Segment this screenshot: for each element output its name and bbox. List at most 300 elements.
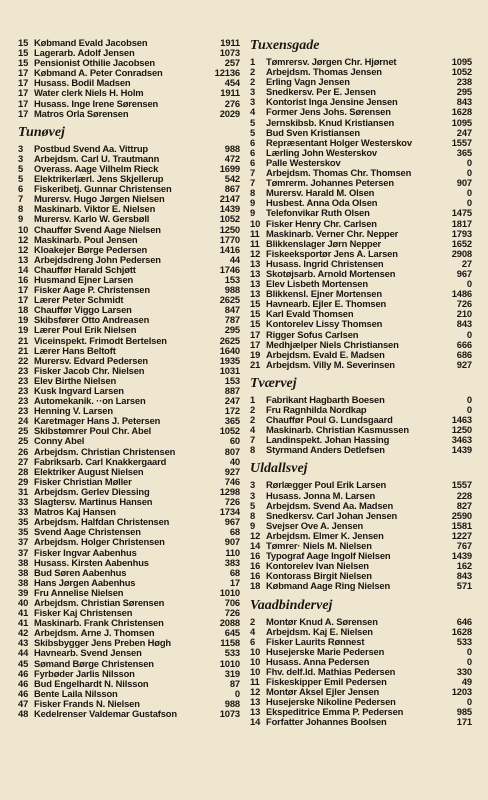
resident-row [18,588,240,598]
tax-value: 827 [456,500,472,511]
resident-name: Overass. Aage Vilhelm Rieck [34,163,159,174]
resident-row [250,138,472,148]
resident-name: Bud Sven Kristiansen [266,127,360,138]
resident-row [18,88,240,98]
house-number: 10 [250,656,261,667]
resident-name: Kloakejer Børge Pedersen [34,244,148,255]
resident-name: Styrmand Anders Detlefsen [266,445,385,456]
resident-row [18,598,240,608]
resident-row [250,415,472,425]
resident-row [18,669,240,679]
tax-value: 1640 [219,345,240,356]
house-number: 38 [18,557,29,568]
house-number: 14 [250,541,261,552]
resident-row [18,99,240,109]
resident-row [18,638,240,648]
tax-value: 1073 [219,709,240,719]
house-number: 24 [18,416,29,427]
tax-value: 1031 [219,365,240,376]
tax-value: 1935 [219,355,240,366]
resident-row [250,360,472,370]
resident-row [250,239,472,249]
resident-row [18,548,240,558]
tax-value: 0 [466,198,472,209]
house-number: 38 [18,577,29,588]
resident-name: Lagerarb. Adolf Jensen [34,48,135,59]
resident-row [18,396,240,406]
house-number: 47 [18,698,29,709]
tax-value: 0 [466,697,472,708]
resident-name: Fisker Laurits Rønnest [266,636,365,647]
resident-name: Husbest. Anna Oda Olsen [266,198,378,209]
tax-value: 454 [224,78,240,89]
house-number: 3 [250,490,256,501]
resident-name: Svend Aage Christensen [34,527,141,538]
resident-name: Tømrerm. Johannes Petersen [266,178,394,189]
resident-row [250,57,472,67]
house-number: 7 [250,168,256,179]
resident-row [18,295,240,305]
house-number: 29 [18,476,29,487]
house-number: 2 [250,616,256,627]
house-number: 3 [250,97,256,108]
tax-value: 1227 [451,530,472,541]
tax-value: 726 [224,497,240,508]
tax-value: 843 [456,571,472,582]
house-number: 23 [18,386,29,396]
house-number: 6 [250,137,256,148]
house-number: 44 [18,648,29,659]
resident-row [18,164,240,174]
tax-value: 988 [224,143,240,154]
resident-name: Murersv. Hugo Jørgen Nielsen [34,194,165,205]
tax-value: 365 [456,147,472,158]
tax-value: 1581 [451,520,472,531]
house-number: 46 [18,688,29,699]
tax-value: 1734 [219,507,240,518]
tax-value: 1010 [219,658,240,669]
resident-name: Forfatter Johannes Boolsen [266,717,387,728]
resident-name: Postbud Svend Aa. Vittrup [34,143,148,154]
resident-name: Lærer Peter Schmidt [34,295,124,306]
resident-name: Pensionist Othilie Jacobsen [34,58,155,69]
resident-name: Arbejdsm. Arne J. Thomsen [34,628,155,639]
resident-row [250,717,472,727]
left-column [18,38,240,719]
tax-value: 787 [224,315,240,326]
resident-name: Fhv. delf.ld. Mathias Pedersen [266,666,396,677]
tax-value: 1439 [451,551,472,562]
house-number: 8 [250,188,256,199]
tax-value: 2625 [219,335,240,346]
tax-value: 907 [456,178,472,189]
resident-row [250,637,472,647]
resident-name: Elektriker August Nielsen [34,466,144,477]
resident-row [250,491,472,501]
resident-name: Kontorelev Lissy Thomsen [266,319,383,330]
house-number: 12 [250,248,261,259]
resident-row [250,425,472,435]
resident-row [250,657,472,667]
resident-row [250,435,472,445]
resident-name: Chauffør Svend Aage Nielsen [34,224,161,235]
tax-value: 1416 [219,244,240,255]
house-number: 43 [18,638,29,649]
resident-row [250,249,472,259]
house-number: 6 [18,184,24,195]
resident-name: Arbejdsm. Villy M. Severinsen [266,359,395,370]
house-number: 13 [250,697,261,708]
resident-name: Palle Westerskov [266,157,341,168]
tax-value: 1052 [219,214,240,225]
tax-value: 967 [224,517,240,528]
resident-row [250,319,472,329]
resident-row [18,275,240,285]
resident-name: Tømrersv. Jørgen Chr. Hjørnet [266,57,397,67]
tax-value: 2029 [219,108,240,119]
house-number: 11 [250,238,260,249]
tax-value: 967 [456,268,472,279]
house-number: 15 [250,309,261,320]
resident-row [18,214,240,224]
resident-name: Lærer Hans Beltoft [34,345,116,356]
resident-row [18,436,240,446]
tax-value: 726 [224,608,240,619]
tax-value: 666 [456,339,472,350]
resident-name: Husass. Bodil Madsen [34,78,131,89]
resident-row [18,406,240,416]
resident-name: Fisker Jacob Chr. Nielsen [34,365,145,376]
tax-value: 1628 [451,107,472,118]
house-number: 21 [250,359,261,370]
resident-name: Elev Birthe Nielsen [34,375,117,386]
house-number: 27 [18,456,29,467]
house-number: 23 [18,375,29,386]
tax-value: 0 [466,168,472,179]
house-number: 3 [18,153,24,164]
house-number: 13 [18,254,29,265]
tax-value: 1203 [451,687,472,698]
resident-row [250,581,472,591]
resident-row [250,511,472,521]
resident-row [250,188,472,198]
house-number: 11 [250,677,260,688]
tax-value: 706 [224,597,240,608]
resident-row [18,366,240,376]
resident-row [18,477,240,487]
resident-row [250,128,472,138]
resident-name: Murersv. Harald M. Olsen [266,188,375,199]
tax-value: 1095 [451,117,472,128]
resident-row [18,608,240,618]
house-number: 33 [18,507,29,518]
resident-name: Karetmager Hans J. Petersen [34,416,161,427]
resident-row [18,648,240,658]
house-number: 13 [250,289,261,300]
house-number: 13 [250,707,261,718]
resident-name: Rørlægger Poul Erik Larsen [266,480,387,491]
resident-row [250,707,472,717]
right-column [250,38,472,728]
resident-row [18,325,240,335]
tax-value: 257 [224,58,240,69]
resident-row [250,501,472,511]
street-heading: Tunøvej [18,124,65,140]
resident-name: Husass. Inge Irene Sørensen [34,98,159,109]
tax-value: 533 [456,636,472,647]
tax-value: 1557 [451,480,472,491]
tax-value: 645 [224,628,240,639]
resident-row [250,561,472,571]
resident-row [250,551,472,561]
house-number: 25 [18,426,29,437]
house-number: 2 [250,415,256,426]
house-number: 4 [250,425,256,436]
tax-value: 571 [456,581,472,592]
tax-value: 767 [456,541,472,552]
resident-name: Husmand Ejner Larsen [34,274,134,285]
resident-name: Svejser Ove A. Jensen [266,520,364,531]
resident-row [18,174,240,184]
tax-value: 1052 [451,67,472,78]
house-number: 10 [250,666,261,677]
resident-name: Fisker Henry Chr. Carlsen [266,218,377,229]
tax-value: 867 [224,184,240,195]
house-number: 23 [18,396,29,407]
resident-row [250,299,472,309]
house-number: 2 [250,405,256,415]
resident-name: Fisker Aage P. Christensen [34,285,150,296]
resident-row [18,659,240,669]
house-number: 17 [18,285,29,296]
resident-row [250,697,472,707]
house-number: 2 [250,67,256,78]
house-number: 17 [18,98,29,109]
resident-name: Husass. Kirsten Aabenhus [34,557,149,568]
resident-name: Matros Kaj Hansen [34,507,116,518]
house-number: 17 [18,108,29,119]
resident-name: Blikkenslager Jørn Nepper [266,238,382,249]
resident-name: Fabrikant Hagbarth Boesen [266,394,385,405]
resident-name: Arbejdsm. Elmer K. Jensen [266,530,384,541]
tax-value: 985 [456,707,472,718]
resident-row [250,309,472,319]
tax-value: 1250 [451,425,472,436]
resident-row [250,395,472,405]
resident-name: Kontorelev Ivan Nielsen [266,561,369,572]
tax-value: 907 [224,537,240,548]
tax-value: 44 [229,254,240,265]
resident-name: Arbejdsm. Holger Christensen [34,537,165,548]
street-heading: Tværvej [250,375,297,391]
house-number: 10 [250,646,261,657]
resident-row [18,689,240,699]
resident-name: Karl Evald Thomsen [266,309,354,320]
resident-name: Husejerske Nikoline Pedersen [266,697,396,708]
tax-value: 110 [225,547,240,558]
house-number: 10 [18,224,29,235]
tax-value: 383 [224,557,240,568]
resident-name: Maskinarb. Verner Chr. Nepper [266,228,399,239]
house-number: 37 [18,547,29,558]
tax-value: 1817 [451,218,472,229]
tax-value: 0 [466,329,472,340]
house-number: 11 [250,228,260,239]
resident-name: Rigger Sofus Carlsen [266,329,359,340]
resident-name: Bud Engelhardt N. Nilsson [34,678,149,689]
resident-name: Skibsfører Otto Andreasen [34,315,150,326]
resident-name: Matros Orla Sørensen [34,108,129,119]
tax-value: 238 [456,77,472,88]
tax-value: 1557 [451,137,472,148]
resident-name: Skibsbygger Jens Preben Høgh [34,638,171,649]
tax-value: 746 [224,476,240,487]
tax-value: 210 [456,309,472,320]
resident-row [250,531,472,541]
house-number: 13 [250,268,261,279]
resident-row [250,687,472,697]
house-number: 35 [18,517,29,528]
resident-name: Fisker Christian Møller [34,476,132,487]
resident-name: Henning V. Larsen [34,406,113,417]
tax-value: 0 [234,688,240,699]
house-number: 1 [250,394,256,405]
house-number: 14 [250,717,261,728]
house-number: 12 [18,234,29,245]
resident-row [18,467,240,477]
house-number: 8 [250,445,256,456]
tax-value: 686 [456,349,472,360]
resident-row [18,255,240,265]
house-number: 9 [18,214,24,225]
house-number: 5 [250,500,256,511]
house-number: 28 [18,466,29,477]
resident-name: Chauffør Harald Schjøtt [34,264,136,275]
house-number: 17 [18,295,29,306]
tax-value: 0 [466,279,472,290]
resident-name: Chauffør Viggo Larsen [34,305,132,316]
resident-name: Automekanik. ··on Larsen [34,396,146,407]
resident-row [250,87,472,97]
resident-name: Købmand Evald Jacobsen [34,38,148,48]
resident-row [250,405,472,415]
tax-value: 472 [224,153,240,164]
resident-name: Fru Annelise Nielsen [34,587,124,598]
resident-row [18,225,240,235]
resident-name: Montør Aksel Ejler Jensen [266,687,380,698]
resident-row [18,699,240,709]
tax-value: 1250 [219,224,240,235]
house-number: 5 [18,163,24,174]
resident-name: Maskinarb. Poul Jensen [34,234,138,245]
resident-row [250,178,472,188]
house-number: 17 [18,88,29,99]
resident-row [18,416,240,426]
tax-value: 887 [224,386,240,396]
resident-name: Elektrikerlærl. Jens Skjellerup [34,174,164,185]
resident-row [250,229,472,239]
resident-name: Water clerk Niels H. Holm [34,88,144,99]
resident-name: Lærling John Westerskov [266,147,377,158]
resident-row [250,269,472,279]
resident-row [18,235,240,245]
tax-value: 87 [229,678,240,689]
house-number: 15 [18,48,29,59]
resident-name: Havnearb. Svend Jensen [34,648,142,659]
resident-row [18,376,240,386]
house-number: 42 [18,628,29,639]
resident-name: Ekspeditrice Emma P. Pedersen [266,707,404,718]
tax-value: 0 [466,394,472,405]
resident-name: Arbejdsdreng John Pedersen [34,254,161,265]
resident-row [250,647,472,657]
house-number: 19 [250,349,261,360]
resident-name: Skotøjsarb. Arnold Mortensen [266,268,396,279]
tax-value: 2625 [219,295,240,306]
house-number: 6 [250,157,256,168]
house-number: 18 [250,581,261,592]
resident-name: Arbejdsm. Christian Sørensen [34,597,165,608]
resident-row [18,68,240,78]
house-number: 13 [250,279,261,290]
resident-name: Snedkersv. Per E. Jensen [266,87,376,98]
tax-value: 153 [224,375,240,386]
tax-value: 295 [224,325,240,336]
resident-row [18,48,240,58]
house-number: 17 [250,329,261,340]
resident-name: Kedelrenser Valdemar Gustafson [34,709,177,719]
resident-row [18,184,240,194]
resident-name: Fiskeskipper Emil Pedersen [266,677,387,688]
tax-value: 1073 [219,48,240,59]
house-number: 45 [18,658,29,669]
tax-value: 646 [456,616,472,627]
tax-value: 1095 [451,57,472,67]
resident-row [18,457,240,467]
resident-row [18,265,240,275]
resident-name: Viceinspekt. Frimodt Bertelsen [34,335,167,346]
resident-name: Arbejdsm. Thomas Chr. Thomsen [266,168,412,179]
street-heading: Vaadbindervej [250,597,333,613]
house-number: 37 [18,537,29,548]
resident-name: Landinspekt. Johan Hassing [266,435,390,446]
resident-row [250,198,472,208]
resident-row [18,578,240,588]
resident-name: Husass. Jonna M. Larsen [266,490,376,501]
tax-value: 1699 [219,163,240,174]
tax-value: 0 [466,157,472,168]
tax-value: 17 [229,577,240,588]
resident-row [18,679,240,689]
tax-value: 1158 [220,638,240,649]
resident-row [250,350,472,360]
house-number: 7 [250,435,256,446]
house-number: 25 [18,436,29,447]
tax-value: 2590 [451,510,472,521]
resident-name: Lærer Poul Erik Nielsen [34,325,137,336]
resident-name: Telefonvikar Ruth Olsen [266,208,370,219]
tax-value: 1628 [451,626,472,637]
house-number: 16 [250,561,261,572]
tax-value: 2147 [219,194,240,205]
resident-name: Hans Jørgen Aabenhus [34,577,136,588]
house-number: 21 [18,345,29,356]
resident-row [18,204,240,214]
house-number: 8 [250,510,256,521]
resident-row [18,346,240,356]
house-number: 39 [18,587,29,598]
house-number: 18 [18,305,29,316]
